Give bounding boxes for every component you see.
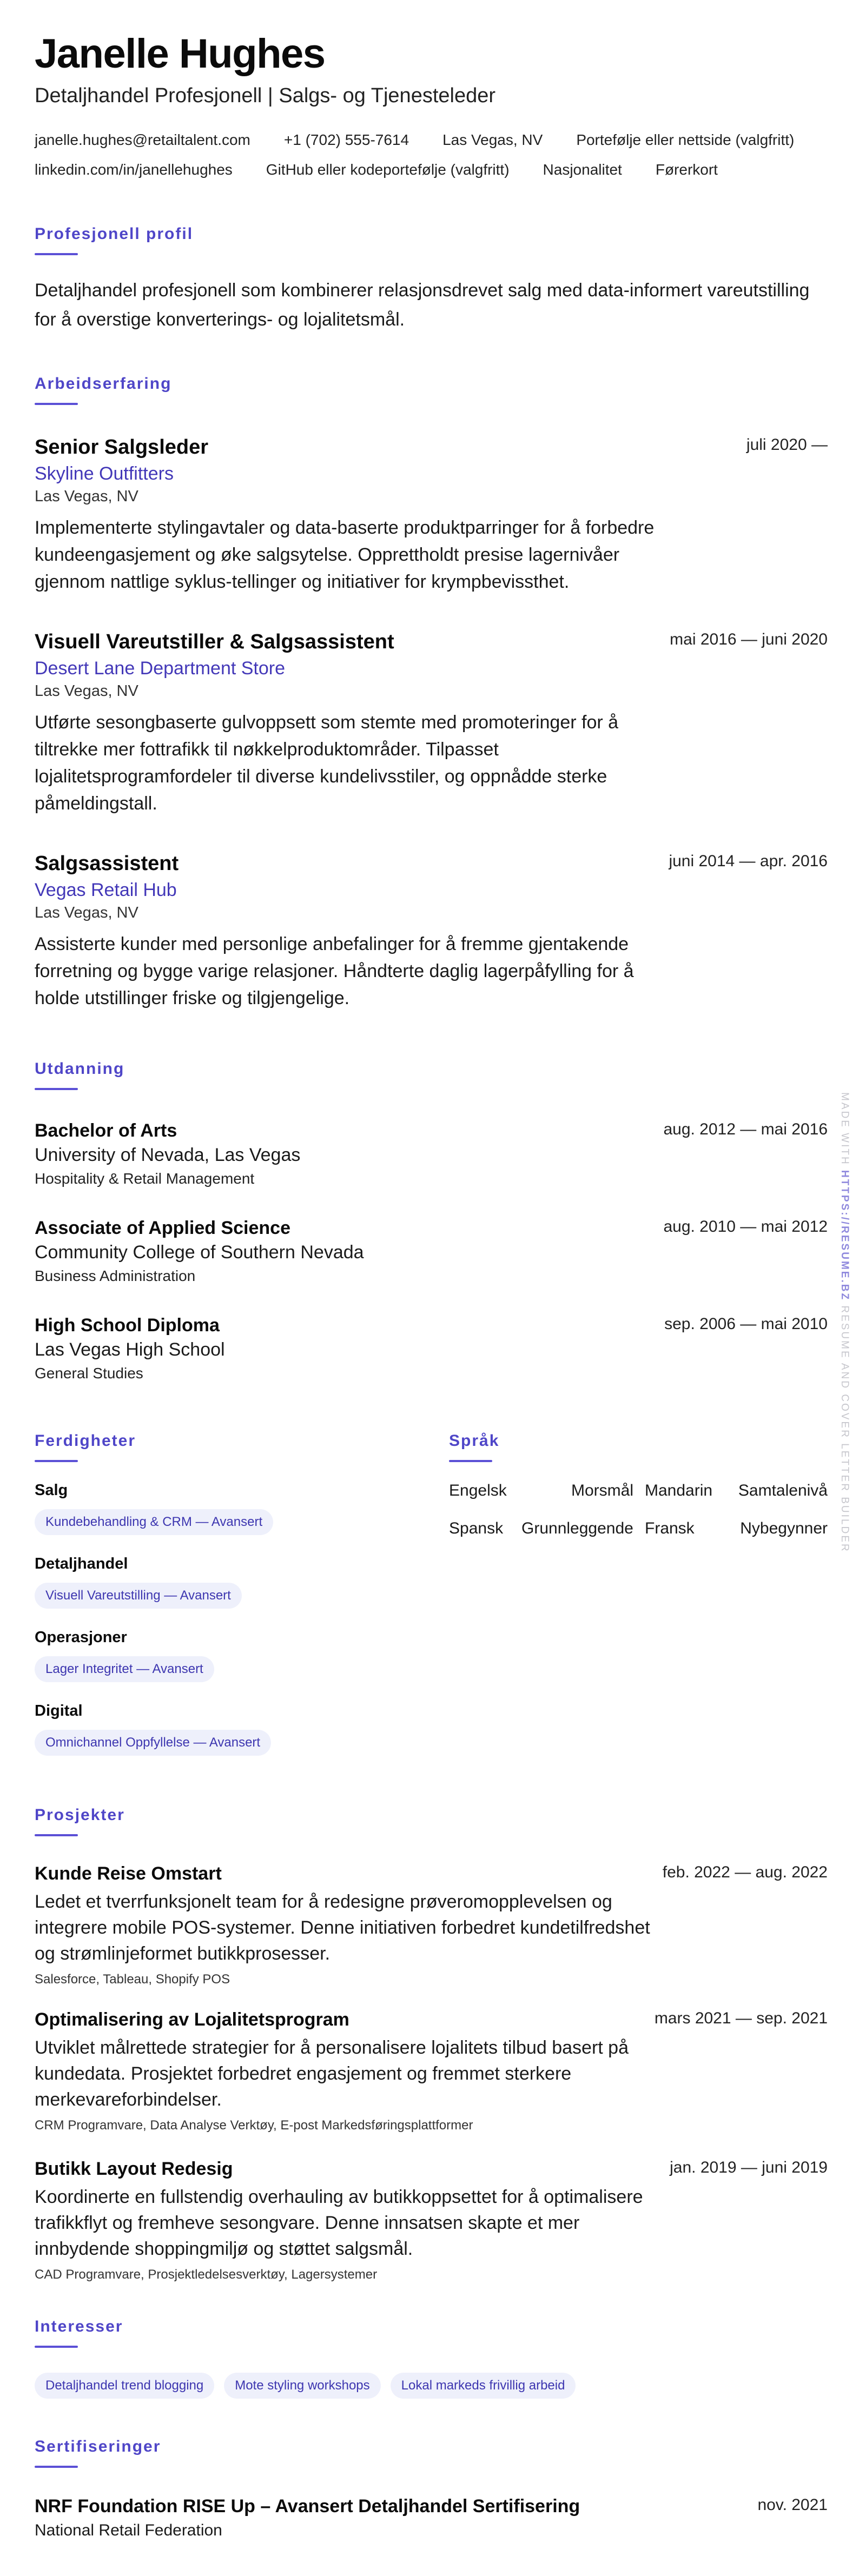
experience-date: juli 2020 —: [746, 436, 828, 454]
skill-category: Salg: [35, 1482, 68, 1499]
section-title-experience: Arbeidserfaring: [35, 375, 172, 393]
contact-github[interactable]: GitHub eller kodeportefølje (valgfritt): [266, 161, 510, 178]
certification-date: nov. 2021: [757, 2496, 828, 2514]
education-item: [35, 1120, 828, 1187]
candidate-headline: Detaljhandel Profesjonell | Salgs- og Tjenesteleder: [35, 84, 496, 107]
experience-role: Visuell Vareutstiller & Salgsassistent: [35, 630, 394, 653]
language-name: Mandarin: [645, 1482, 713, 1499]
project-description: Koordinerte en fullstendig overhauling av butikkoppsettet for å optimalisere trafikkflyt og fremheve sesongvare. Denne innsatsen skapte et mer innbydende shoppingmiljø og støttet salgsmål.: [35, 2187, 643, 2259]
experience-company: Skyline Outfitters: [35, 463, 174, 484]
project-date: mars 2021 — sep. 2021: [654, 2009, 828, 2027]
skill-group: [35, 1629, 214, 1682]
experience-location: Las Vegas, NV: [35, 682, 138, 700]
language-name: Fransk: [645, 1519, 695, 1537]
project-tech: Salesforce, Tableau, Shopify POS: [35, 1972, 230, 1987]
education-field: General Studies: [35, 1365, 143, 1382]
education-item: [35, 1315, 828, 1382]
experience-role: Salgsassistent: [35, 852, 179, 875]
contact-row-2: [35, 161, 718, 178]
experience-item: [35, 852, 828, 1012]
section-title-projects: Prosjekter: [35, 1806, 125, 1824]
interests-list: [35, 2373, 576, 2399]
contact-nationality: Nasjonalitet: [543, 161, 622, 178]
experience-location: Las Vegas, NV: [35, 488, 138, 505]
project-tech: CRM Programvare, Data Analyse Verktøy, E-post Markedsføringsplattformer: [35, 2118, 473, 2133]
skill-group: [35, 1702, 271, 1756]
contact-row-1: [35, 131, 794, 149]
education-date: sep. 2006 — mai 2010: [664, 1315, 828, 1333]
skill-group: [35, 1555, 242, 1609]
skill-pill: Lager Integritet — Avansert: [35, 1656, 214, 1682]
experience-company: Desert Lane Department Store: [35, 658, 286, 679]
education-field: Hospitality & Retail Management: [35, 1170, 255, 1187]
education-item: [35, 1218, 828, 1285]
certification-item: [35, 2496, 828, 2540]
section-title-certifications: Sertifiseringer: [35, 2438, 161, 2455]
skill-pill: Kundebehandling & CRM — Avansert: [35, 1509, 273, 1535]
education-date: aug. 2010 — mai 2012: [663, 1218, 828, 1236]
languages-grid: [449, 1482, 828, 1557]
skill-category: Detaljhandel: [35, 1555, 128, 1572]
education-school: University of Nevada, Las Vegas: [35, 1145, 301, 1165]
experience-description: Utførte sesongbaserte gulvoppsett som stemte med promoteringer for å tiltrekke mer fottrafikk til nøkkelproduktområder. Tilpasset lojalitetsprogramfordeler til diverse kundelivsstiler, og oppnådde sterke påmeldingstall.: [35, 712, 619, 814]
experience-date: mai 2016 — juni 2020: [670, 630, 828, 648]
candidate-name: Janelle Hughes: [35, 31, 325, 77]
language-name: Engelsk: [449, 1482, 507, 1499]
project-item: [35, 2009, 828, 2133]
language-level: Morsmål: [571, 1482, 634, 1499]
watermark-prefix: MADE WITH: [839, 1092, 850, 1166]
language-level: Samtalenivå: [738, 1482, 828, 1499]
language-level: Grunnleggende: [521, 1519, 633, 1537]
education-school: Community College of Southern Nevada: [35, 1242, 364, 1263]
contact-location: Las Vegas, NV: [442, 131, 543, 148]
education-degree: High School Diploma: [35, 1315, 220, 1336]
project-item: [35, 1863, 828, 1987]
education-degree: Bachelor of Arts: [35, 1120, 177, 1141]
experience-date: juni 2014 — apr. 2016: [669, 852, 828, 870]
section-title-languages: Språk: [449, 1432, 500, 1450]
builder-watermark: [838, 1092, 850, 1553]
experience-company: Vegas Retail Hub: [35, 880, 177, 900]
contact-email[interactable]: janelle.hughes@retailtalent.com: [35, 131, 250, 148]
language-name: Spansk: [449, 1519, 504, 1537]
skill-group: [35, 1482, 273, 1535]
interest-pill: Mote styling workshops: [224, 2373, 380, 2399]
project-title: Kunde Reise Omstart: [35, 1863, 222, 1884]
experience-item: [35, 436, 828, 595]
skill-pill: Visuell Vareutstilling — Avansert: [35, 1583, 242, 1609]
interest-pill: Lokal markeds frivillig arbeid: [391, 2373, 576, 2399]
project-item: [35, 2159, 828, 2282]
education-degree: Associate of Applied Science: [35, 1218, 290, 1238]
project-description: Utviklet målrettede strategier for å personalisere lojalitets tilbud basert på kundedata. Prosjektet forbedret engasjement og fremmet sterkere merkevareforbindelser.: [35, 2037, 629, 2110]
section-title-education: Utdanning: [35, 1060, 125, 1078]
experience-item: [35, 630, 828, 817]
section-title-interests: Interesser: [35, 2318, 123, 2335]
skill-category: Operasjoner: [35, 1629, 127, 1646]
contact-license: Førerkort: [655, 161, 718, 178]
language-level: Nybegynner: [740, 1519, 828, 1537]
contact-portfolio[interactable]: Portefølje eller nettside (valgfritt): [576, 131, 795, 148]
project-date: feb. 2022 — aug. 2022: [662, 1863, 828, 1881]
project-tech: CAD Programvare, Prosjektledelsesverktøy, Lagersystemer: [35, 2267, 378, 2282]
education-school: Las Vegas High School: [35, 1339, 225, 1360]
watermark-suffix: RESUME AND COVER LETTER BUILDER: [839, 1305, 850, 1553]
experience-role: Senior Salgsleder: [35, 436, 209, 459]
education-field: Business Administration: [35, 1267, 196, 1284]
certification-issuer: National Retail Federation: [35, 2521, 222, 2539]
skill-pill: Omnichannel Oppfyllelse — Avansert: [35, 1730, 271, 1756]
languages-row: [449, 1519, 828, 1557]
contact-phone[interactable]: +1 (702) 555-7614: [283, 131, 409, 148]
project-date: jan. 2019 — juni 2019: [670, 2159, 828, 2176]
interest-pill: Detaljhandel trend blogging: [35, 2373, 214, 2399]
project-title: Optimalisering av Lojalitetsprogram: [35, 2009, 349, 2030]
watermark-link[interactable]: HTTPS://RESUME.BZ: [839, 1170, 850, 1302]
section-title-profile: Profesjonell profil: [35, 225, 194, 243]
experience-location: Las Vegas, NV: [35, 904, 138, 921]
skill-category: Digital: [35, 1702, 83, 1719]
profile-summary: Detaljhandel profesjonell som kombinerer relasjonsdrevet salg med data-informert vareutstilling for å overstige konverterings- og lojalitetsmål.: [35, 280, 810, 330]
languages-row: [449, 1482, 828, 1519]
project-description: Ledet et tverrfunksjonelt team for å redesigne prøveromopplevelsen og integrere mobile POS-systemer. Denne initiativen forbedret kundetilfredshet og strømlinjeformet butikkprosesser.: [35, 1891, 650, 1964]
project-title: Butikk Layout Redesig: [35, 2159, 233, 2179]
contact-linkedin[interactable]: linkedin.com/in/janellehughes: [35, 161, 233, 178]
experience-description: Implementerte stylingavtaler og data-baserte produktparringer for å forbedre kundeengasjement og øke salgsytelse. Opprettholdt presise lagernivåer gjennom nattlige syklus-tellinger og initiativer for krympbevissthet.: [35, 517, 655, 592]
certification-title: NRF Foundation RISE Up – Avansert Detaljhandel Sertifisering: [35, 2496, 580, 2517]
experience-description: Assisterte kunder med personlige anbefalinger for å fremme gjentakende forretning og bygge varige relasjoner. Håndterte daglig lagerpåfylling for å holde utstillinger friske og tilgjengelige.: [35, 934, 634, 1008]
education-date: aug. 2012 — mai 2016: [663, 1120, 828, 1138]
section-title-skills: Ferdigheter: [35, 1432, 136, 1450]
